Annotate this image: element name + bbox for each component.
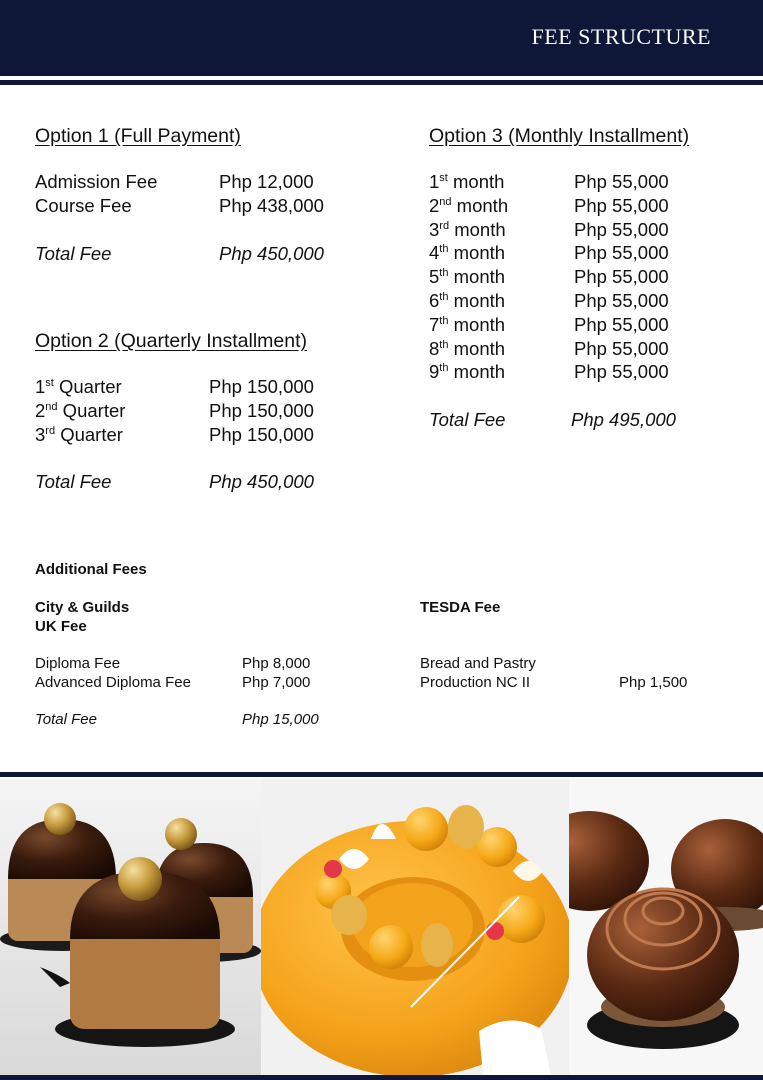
city-guilds-row-amount: Php 8,000 <box>242 655 311 672</box>
option3-row <box>429 290 749 314</box>
option3-row <box>429 242 749 266</box>
city-guilds-row-amount: Php 7,000 <box>242 674 311 691</box>
city-guilds-row-label: Diploma Fee <box>35 655 121 672</box>
option3-row <box>429 171 749 195</box>
option3-row-label: 5th month <box>429 266 506 288</box>
option2-heading: Option 2 (Quarterly Installment) <box>35 330 308 352</box>
option3-row-amount: Php 55,000 <box>574 171 669 192</box>
option3-row <box>429 314 749 338</box>
option2-total-label: Total Fee <box>35 471 112 493</box>
tesda-amount: Php 1,500 <box>619 674 688 691</box>
option3-row-label: 6th month <box>429 289 506 311</box>
option2-row-label: 2nd Quarter <box>35 399 126 421</box>
option3-row-label: 8th month <box>429 337 506 359</box>
option3-row-amount: Php 55,000 <box>574 313 669 335</box>
page-title: FEE STRUCTURE <box>531 24 711 49</box>
option3-row-amount: Php 55,000 <box>574 289 669 311</box>
orange-ring-cake-photo <box>261 779 569 1075</box>
tesda-row <box>420 674 720 693</box>
option3-row-amount: Php 55,000 <box>574 218 669 240</box>
option1-heading: Option 1 (Full Payment) <box>35 125 241 147</box>
chocolate-spiral-photo <box>569 779 763 1075</box>
tesda-line1: Bread and Pastry <box>420 655 536 672</box>
header-divider <box>0 80 763 85</box>
option1-total-amount: Php 450,000 <box>219 242 324 264</box>
option3-row-label: 1st month <box>429 171 505 192</box>
option1-total-label: Total Fee <box>35 242 112 264</box>
option3-row <box>429 195 749 219</box>
option2-total-row <box>35 471 375 495</box>
option2-total-amount: Php 450,000 <box>209 471 314 493</box>
option3-row <box>429 361 749 385</box>
option3-heading: Option 3 (Monthly Installment) <box>429 125 690 147</box>
option2-row-amount: Php 150,000 <box>209 399 314 421</box>
option3-row-amount: Php 55,000 <box>574 266 669 288</box>
option3-row-label: 2nd month <box>429 194 509 216</box>
option1-total-row <box>35 243 375 267</box>
option3-row <box>429 266 749 290</box>
footer-divider-top <box>0 772 763 777</box>
city-guilds-section <box>35 599 365 730</box>
city-guilds-row <box>35 655 365 674</box>
city-guilds-total-amount: Php 15,000 <box>242 711 319 728</box>
city-guilds-total-label: Total Fee <box>35 711 97 728</box>
option1-row-amount: Php 12,000 <box>219 171 314 192</box>
option3-total-row <box>429 409 749 433</box>
option2-row-amount: Php 150,000 <box>209 423 314 445</box>
option3-row-label: 9th month <box>429 361 506 383</box>
option3-row-label: 7th month <box>429 313 506 335</box>
option3-total-amount: Php 495,000 <box>571 409 676 431</box>
tesda-section <box>420 599 720 693</box>
option3-total-label: Total Fee <box>429 409 506 431</box>
tesda-line2: Production NC II <box>420 674 531 691</box>
pastry-photo-strip <box>0 779 763 1075</box>
option3-row-amount: Php 55,000 <box>574 242 669 264</box>
option3-row-label: 4th month <box>429 242 506 264</box>
tesda-title: TESDA Fee <box>420 599 501 616</box>
option3-rows <box>429 171 749 385</box>
option3-row <box>429 338 749 362</box>
tesda-row <box>420 655 720 674</box>
option3-row-label: 3rd month <box>429 218 506 240</box>
footer-divider-bottom <box>0 1075 763 1080</box>
option3-row <box>429 219 749 243</box>
option1-row-label: Course Fee <box>35 194 132 216</box>
option2-row <box>35 424 375 448</box>
option3-row-amount: Php 55,000 <box>574 337 669 359</box>
option3-row-amount: Php 55,000 <box>574 361 669 383</box>
chocolate-dome-photo <box>0 779 261 1075</box>
option3-section <box>429 125 749 433</box>
city-guilds-row-label: Advanced Diploma Fee <box>35 674 191 691</box>
option2-row-label: 1st Quarter <box>35 376 122 397</box>
option2-row <box>35 400 375 424</box>
city-guilds-total-row <box>35 711 365 730</box>
option2-row <box>35 376 375 400</box>
option2-row-label: 3rd Quarter <box>35 423 123 445</box>
city-guilds-row <box>35 674 365 693</box>
option2-row-amount: Php 150,000 <box>209 376 314 397</box>
option1-row-label: Admission Fee <box>35 171 158 192</box>
option1-row <box>35 171 375 195</box>
option1-row-amount: Php 438,000 <box>219 194 324 216</box>
option2-section <box>35 330 375 495</box>
option3-row-amount: Php 55,000 <box>574 194 669 216</box>
option1-section <box>35 125 375 266</box>
option1-row <box>35 195 375 219</box>
city-guilds-subtitle: UK Fee <box>35 618 87 635</box>
city-guilds-title: City & Guilds <box>35 599 130 616</box>
additional-fees-heading: Additional Fees <box>35 561 147 578</box>
